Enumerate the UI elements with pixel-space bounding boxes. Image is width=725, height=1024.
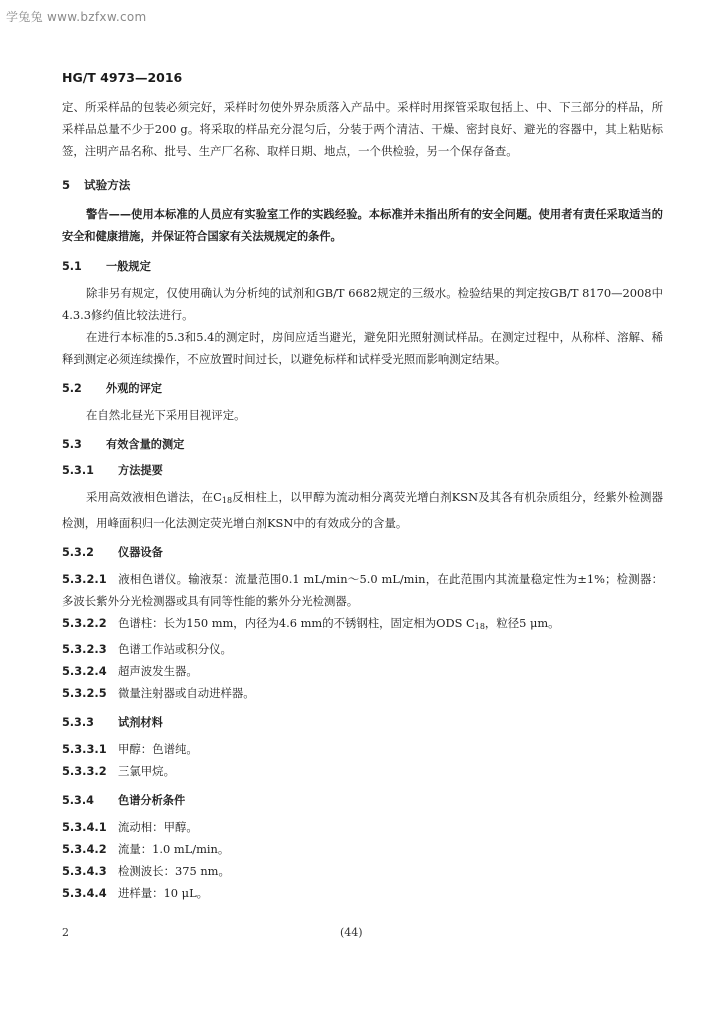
section-number: 5 — [62, 178, 71, 192]
list-item — [62, 760, 663, 782]
subscript: 18 — [474, 622, 485, 631]
item-text: 流量：1.0 mL/min。 — [118, 842, 230, 856]
section-5-heading — [62, 174, 663, 196]
section-5-3-4-heading — [62, 790, 663, 812]
section-title: 色谱分析条件 — [118, 794, 186, 807]
item-text: 甲醇：色谱纯。 — [118, 742, 198, 756]
item-text: 微量注射器或自动进样器。 — [118, 686, 255, 700]
item-text: 液相色谱仪。输液泵：流量范围0.1 mL/min～5.0 mL/min，在此范围内其流量稳定性为±1%；检测器：多波长紫外分光检测器或具有同等性能的紫外分光检测器。 — [62, 572, 663, 608]
item-number: 5.3.3.1 — [62, 742, 107, 756]
item-number: 5.3.4.4 — [62, 886, 107, 900]
section-5-1-heading — [62, 256, 663, 278]
list-item — [62, 882, 663, 904]
section-number: 5.3.1 — [62, 464, 94, 477]
list-item — [62, 612, 663, 638]
item-number: 5.3.4.1 — [62, 820, 107, 834]
list-item — [62, 660, 663, 682]
section-number: 5.3.2 — [62, 546, 94, 559]
paragraph: 在进行本标准的5.3和5.4的测定时，房间应适当避光，避免阳光照射测试样品。在测定过程中，从称样、溶解、稀释到测定必须连续操作，不应放置时间过长，以避免标样和试样受光照而影响测定结果。 — [62, 330, 663, 366]
intro-paragraph: 定、所采样品的包装必须完好，采样时勿使外界杂质落入产品中。采样时用探管采取包括上、中、下三部分的样品，所采样品总量不少于200 g。将采取的样品充分混匀后，分装于两个清洁、干燥、密封良好、避光的容器中，其上粘贴标签，注明产品名称、批号、生产厂名称、取样日期、地点，一个供检验，另一个保存备查。 — [62, 100, 663, 158]
item-text: 流动相：甲醇。 — [118, 820, 198, 834]
list-item — [62, 738, 663, 760]
footer-mark: (44) — [340, 926, 363, 939]
section-number: 5.3.3 — [62, 716, 94, 729]
list-item — [62, 838, 663, 860]
subscript: 18 — [221, 496, 233, 505]
standard-code: HG/T 4973—2016 — [62, 70, 183, 85]
item-number: 5.3.3.2 — [62, 764, 107, 778]
paragraph — [62, 486, 663, 534]
section-title: 方法提要 — [118, 464, 163, 477]
item-number: 5.3.2.2 — [62, 616, 107, 630]
text-fragment: 反相柱上，以甲醇为流动相分离荧光增白剂KSN及其各有机杂质组分，经紫外检测器检测，用峰面积归一化法测定荧光增白剂KSN中的有效成分的含量。 — [62, 490, 663, 530]
list-item — [62, 568, 663, 612]
page-number: 2 — [62, 926, 69, 939]
list-item — [62, 816, 663, 838]
section-5-3-heading — [62, 434, 663, 456]
section-number: 5.3.4 — [62, 794, 94, 807]
section-title: 试剂材料 — [118, 716, 163, 729]
watermark-text: 学兔兔 www.bzfxw.com — [6, 10, 147, 24]
section-title: 一般规定 — [106, 260, 151, 273]
section-5-3-2-heading — [62, 542, 663, 564]
paragraph: 除非另有规定，仅使用确认为分析纯的试剂和GB/T 6682规定的三级水。检验结果的判定按GB/T 8170—2008中4.3.3修约值比较法进行。 — [62, 286, 663, 322]
section-title: 试验方法 — [84, 178, 131, 192]
item-number: 5.3.4.3 — [62, 864, 107, 878]
safety-warning: 警告——使用本标准的人员应有实验室工作的实践经验。本标准并未指出所有的安全问题。使用者有责任采取适当的安全和健康措施，并保证符合国家有关法规规定的条件。 — [62, 208, 663, 243]
section-title: 仪器设备 — [118, 546, 163, 559]
item-number: 5.3.2.1 — [62, 572, 107, 586]
list-item — [62, 638, 663, 660]
item-text: ，粒径5 μm。 — [484, 616, 560, 630]
list-item — [62, 682, 663, 704]
section-number: 5.1 — [62, 260, 82, 273]
list-item — [62, 860, 663, 882]
item-text: 色谱工作站或积分仪。 — [118, 642, 232, 656]
document-body — [62, 96, 663, 904]
item-text: 检测波长：375 nm。 — [118, 864, 230, 878]
item-number: 5.3.2.3 — [62, 642, 107, 656]
section-number: 5.2 — [62, 382, 82, 395]
item-number: 5.3.2.4 — [62, 664, 107, 678]
section-5-3-3-heading — [62, 712, 663, 734]
section-5-2-heading — [62, 378, 663, 400]
item-number: 5.3.2.5 — [62, 686, 107, 700]
section-title: 有效含量的测定 — [106, 438, 185, 451]
item-text: 三氯甲烷。 — [118, 764, 175, 778]
text-fragment: 采用高效液相色谱法，在C — [86, 490, 222, 504]
section-5-3-1-heading — [62, 460, 663, 482]
item-text: 进样量：10 μL。 — [118, 886, 209, 900]
paragraph: 在自然北昼光下采用目视评定。 — [86, 408, 246, 422]
item-text: 超声波发生器。 — [118, 664, 198, 678]
section-number: 5.3 — [62, 438, 82, 451]
item-number: 5.3.4.2 — [62, 842, 107, 856]
item-text: 色谱柱：长为150 mm，内径为4.6 mm的不锈钢柱，固定相为ODS C — [118, 616, 475, 630]
section-title: 外观的评定 — [106, 382, 162, 395]
